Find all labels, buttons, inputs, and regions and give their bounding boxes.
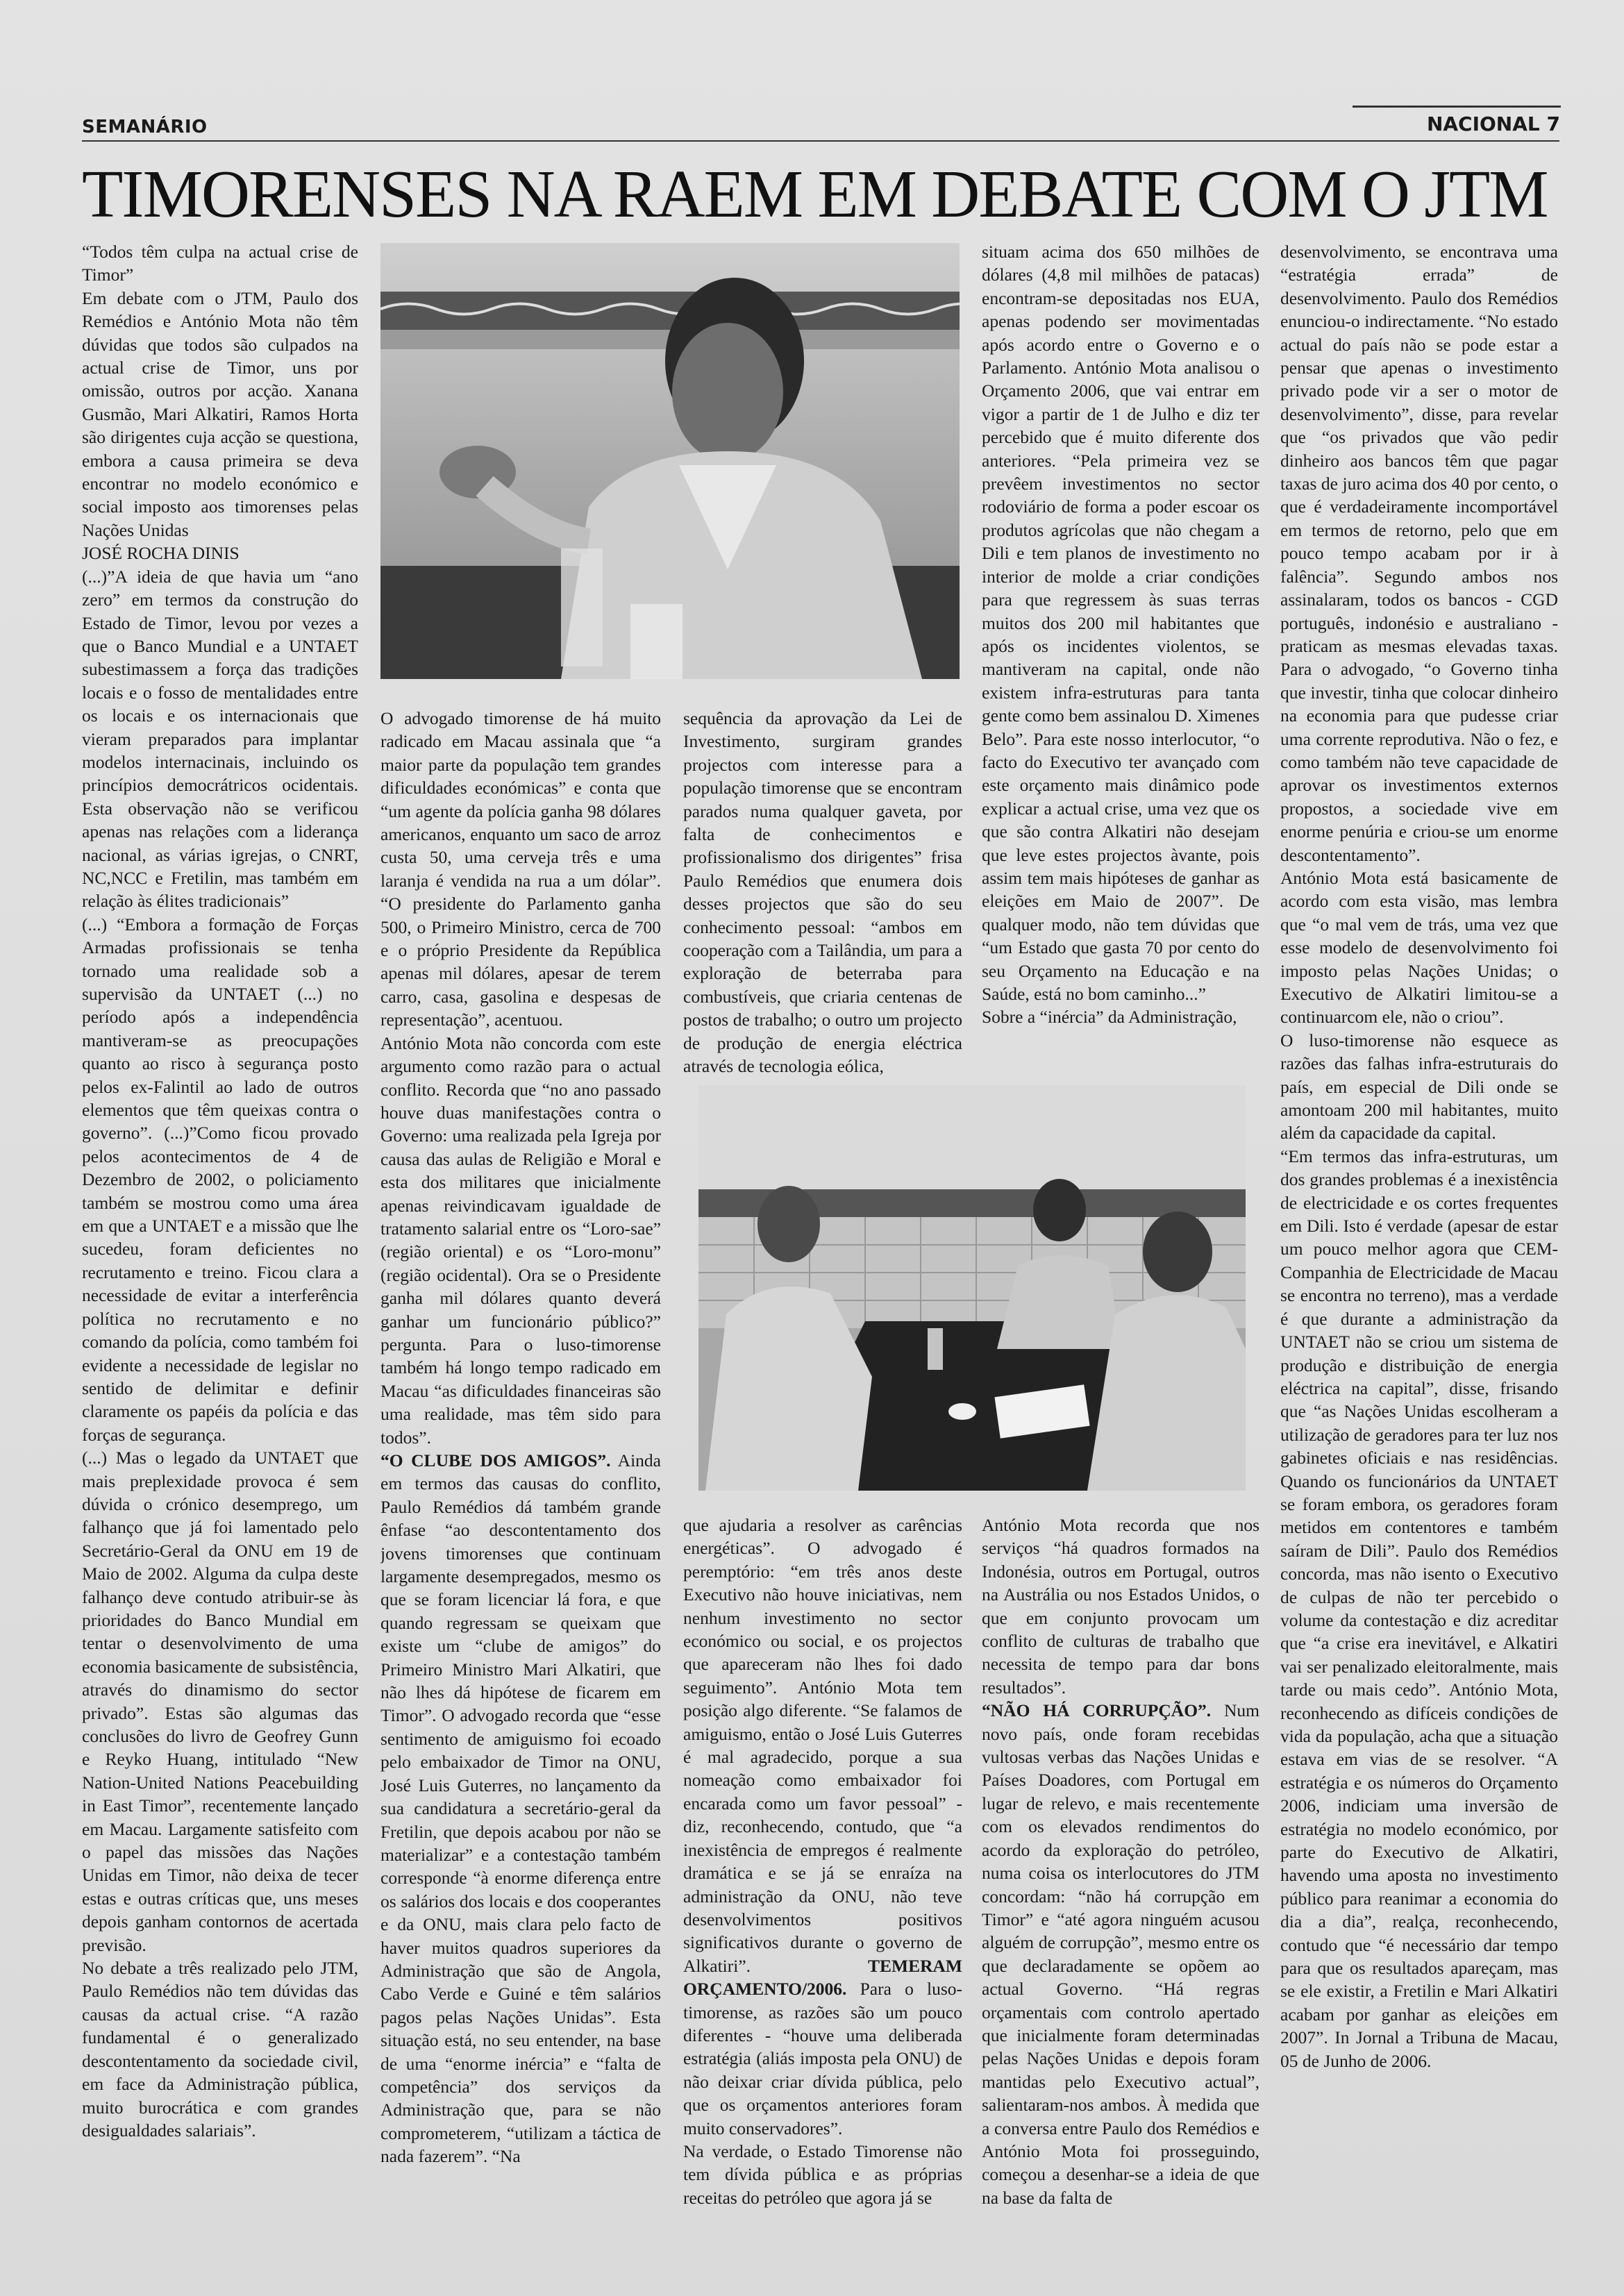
paragraph: (...)”A ideia de que havia um “ano zero” em termos da construção do Estado de Timor, levou por vezes a que o Banco Mundial e a UNTAET subestimassem a força das tradições locais e o fosso de mentalidades entre os locais e os internacionais que vieram preparados para implantar modelos internacinais, incluindo os princípios democrátricos ocidentais. Esta observação não se verificou apenas nas relações com a liderança nacional, as várias igrejas, o CNRT, NC,NCC e Fretilin, mas também em relação às élites tradicionais” [82,566,358,912]
paragraph [683,1514,962,2140]
paragraph: O luso-timorense não esquece as razões das falhas infra-estruturais do país, em especial de Dili onde se amontoam 200 mil habitantes, muito além da capacidade da capital. [1280,1030,1558,1143]
paragraph: sequência da aprovação da Lei de Investimento, surgiram grandes projectos com interesse para a população timorense que se encontram parados numa qualquer gaveta, por falta de conhecimentos e profissionalismo dos dirigentes” frisa Paulo Remédios que enumera dois desses projectos que são do seu conhecimento pessoal: “ambos em cooperação com a Tailândia, um para a exploração de beterraba para combustíveis, que criaria centenas de postos de trabalho; o outro um projecto de produção de energia eléctrica através de tecnologia eólica, [683,708,962,1077]
subheading: “NÃO HÁ CORRUPÇÃO”. [982,1700,1212,1721]
paragraph: António Mota está basicamente de acordo com esta visão, mas lembra que “o mal vem de trás, uma vez que esse modelo de desenvolvimento foi imposto pelas Nações Unidas; o Executivo de Alkatiri limitou-se a continuarcom ele, não o criou”. [1280,867,1558,1028]
paragraph: Na verdade, o Estado Timorense não tem dívida pública e as próprias receitas do petróleo que agora já se [683,2140,962,2208]
byline: JOSÉ ROCHA DINIS [82,543,240,564]
article-headline: TIMORENSES NA RAEM EM DEBATE COM O JTM [82,157,1548,232]
paragraph: António Mota recorda que nos serviços “há quadros formados na Indonésia, outros em Portugal, outros na Austrália ou nos Estados Unidos, o que em conjunto provocam um conflito de culturas de trabalho que necessita de tempo para dar bons resultados”. [982,1515,1259,1698]
subheading: TEMERAM ORÇAMENTO/2006. [683,1955,962,2000]
subheading: “O CLUBE DOS AMIGOS”. [380,1450,611,1470]
header-divider [82,140,1559,142]
column-3-bottom [683,1514,962,2212]
paragraph-text: Para o luso-timorense, as razões são um pouco diferentes - “houve uma deliberada estratégia (aliás imposta pela ONU) de não deixar criar dívida pública, pelo que os orçamentos anteriores foram muito conservadores”. [683,1979,962,2138]
column-3-top [683,707,962,1085]
section-page-number: NACIONAL 7 [1426,112,1560,135]
portrait-photo-image [380,243,960,679]
article-lead: Em debate com o JTM, Paulo dos Remédios e António Mota não têm dúvidas que todos são culpados na actual crise de Timor, uns por omissão, outros por acção. Xanana Gusmão, Mari Alkatiri, Ramos Horta são dirigentes cuja acção se questiona, embora a causa primeira se deva encontrar no modelo económico e social imposto aos timorenses pelas Nações Unidas [82,287,358,540]
article-kicker: “Todos têm culpa na actual crise de Timor” [82,242,358,285]
column-4-bottom [982,1514,1259,2212]
column-1 [82,240,358,2212]
paragraph-text: Ainda em termos das causas do conflito, Paulo Remédios dá também grande ênfase “ao descontentamento dos jovens timorenses que continuam largamente desempregados, mesmo os que se foram licenciar lá fora, e que quando regressam se queixam que existe um “clube de amigos” do Primeiro Ministro Mari Alkatiri, que não lhes dá hipótese de ficarem em Timor”. O advogado recorda que “esse sentimento de amiguismo foi ecoado pelo embaixador de Timor na ONU, José Luis Guterres, no lançamento da sua candidatura a secretário-geral da Fretilin, que depois acabou por não se materializar” e a contestação também corresponde “à enorme diferença entre os salários dos locais e dos cooperantes e da ONU, mais clara pelo facto de haver muitos quadros superiores da Administração que são de Angola, Cabo Verde e Guiné e têm salários pagos pelas Nações Unidas”. Esta situação está, no seu entender, na base de uma “enorme inércia” e “falta de competência” dos serviços da Administração que, para se não comprometerem, “utilizam a táctica de nada fazerem”. “Na [380,1450,661,2167]
paragraph-text: que ajudaria a resolver as carências energéticas”. O advogado é peremptório: “em três anos deste Executivo não houve iniciativas, nem nenhum investimento no sector económico ou social, e os projectos que apareceram não lhes foi dado seguimento”. António Mota tem posição algo diferente. “Se falamos de amiguismo, então o José Luis Guterres é mal agradecido, porque a sua nomeação como embaixador foi encarada como um favor pessoal” - diz, reconhecendo, contudo, que “a inexistência de empregos é realmente dramática e se já se enraíza na administração da ONU, não teve desenvolvimentos positivos significativos durante o governo de Alkatiri”. [683,1515,962,1976]
paragraph: António Mota não concorda com este argumento como razão para o actual conflito. Recorda que “no ano passado houve duas manifestações contra o Governo: uma realizada pela Igreja por causa das aulas de Religião e Moral e esta dos militares que inicialmente apenas reivindicavam igualdade de tratamento salarial entre os “Loro-sae” (região oriental) e os “Loro-monu” (região ocidental). Ora se o Presidente ganha mil dólares quanto deverá ganhar um funcionário público?” pergunta. Para o luso-timorense também há longo tempo radicado em Macau “as dificuldades financeiras são uma realidade, mas têm sido para todos”. [380,1032,661,1448]
paragraph: Sobre a “inércia” da Administração, [982,1007,1237,1028]
paragraph: (...) Mas o legado da UNTAET que mais preplexidade provoca é sem dúvida o crónico desemprego, um falhanço que já foi lamentado pelo Secretário-Geral da ONU em 19 de Maio de 2002. Alguma da culpa deste falhanço deve contudo atribuir-se às prioridades do Banco Mundial em tentar o desenvolvimento de uma economia basicamente de subsistência, através do dinamismo do sector privado”. Estas são algumas das conclusões do livro de Geofrey Gunn e Reyko Huang, intitulado “New Nation-United Nations Peacebuilding in East Timor”, recentemente lançado em Macau. Largamente satisfeito com o papel das missões das Nações Unidas em Timor, não deixa de tecer estas e outras críticas que, uns meses depois ganham contornos de acertada previsão. [82,1448,358,1955]
meeting-photo [698,1085,1246,1491]
paragraph: (...) “Embora a formação de Forças Armadas profissionais se tenha tornado uma realidade sob a supervisão da UNTAET (...) no período após a independência mantiveram-se as preocupações quanto ao risco à segurança posto pelos ex-Falintil ao lado de outros elementos que têm queixas contra o governo”. (...)”Como ficou provado pelos acontecimentos de 4 de Dezembro de 2002, o policiamento também se mostrou como uma área em que a UNTAET e a missão que lhe sucedeu, foram deficientes no recrutamento e treino. Ficou clara a necessidade de evitar a interferência política no recrutamento e no comando da polícia, como também foi evidente a necessidade de legislar no sentido de delimitar e definir claramente os papéis da polícia e das forças de segurança. [82,914,358,1445]
paragraph: “Em termos das infra-estruturas, um dos grandes problemas é a inexistência de electricidade e os cortes frequentes em Dili. Isto é verdade (apesar de estar um pouco melhor agora que CEM-Companhia de Electricidade de Macau se encontra no terreno), mas a verdade é que durante a administração da UNTAET não se criou um sistema de produção e distribuição de energia eléctrica na capital”, disse, frisando que “as Nações Unidas escolheram a utilização de geradores para ter luz nos gabinetes oficiais e nas residências. Quando os funcionários da UNTAET se foram embora, os geradores foram metidos em contentores e também saíram de Dili”. Paulo dos Remédios concorda, mas não isento o Executivo de culpas de não ter percebido o volume da contestação e diz acreditar que “a crise era inevitável, e Alkatiri vai ser penalizado eleitoralmente, mais tarde ou mais cedo”. António Mota, reconhecendo as difíceis condições de vida da população, acha que a situação estava em vias de se resolver. “A estratégia e os números do Orçamento 2006, indiciam uma inversão de estratégia no modelo económico, por parte do Executivo de Alkatiri, havendo uma aposta no investimento público para reanimar a economia do dia a dia”, realça, reconhecendo, contudo que “é necessário dar tempo para que os resultados apareçam, mas se ele existir, a Fretilin e Mari Alkatiri acabam por ganhar as eleições em 2007”. In Jornal a Tribuna de Macau, 05 de Junho de 2006. [1280,1146,1558,2071]
paragraph-text: Num novo país, onde foram recebidas vultosas verbas das Nações Unidas e Países Doadores, com Portugal em lugar de relevo, e mais recentemente com os elevados rendimentos do acordo da exploração do petróleo, numa coisa os interlocutores do JTM concordam: “não há corrupção em Timor” e “até agora ninguém acusou alguém de corrupção”, mesmo entre os que declaradamente se opõem ao actual Governo. “Há regras orçamentais com controlo apertado que inicialmente foram determinadas pelas Nações Unidas e depois foram mantidas pelo Executivo actual”, salientaram-nos ambos. À medida que a conversa entre Paulo dos Remédios e António Mota foi prosseguindo, começou a desenhar-se a ideia de que na base da falta de [982,1700,1259,2208]
column-5 [1280,240,1558,2212]
column-4-top [982,240,1259,1085]
meeting-photo-image [698,1085,1246,1491]
paragraph: situam acima dos 650 milhões de dólares (4,8 mil milhões de patacas) encontram-se depositadas nos EUA, apenas podendo ser movimentadas após acordo entre o Governo e o Parlamento. António Mota analisou o Orçamento 2006, que vai entrar em vigor a partir de 1 de Julho e diz ter percebido que é muito diferente dos anteriores. “Pela primeira vez se prevêem investimentos no sector rodoviário de forma a poder escoar os produtos agrícolas que não chegam a Dili e tem planos de investimento no interior de molde a criar condições para que regressem às suas terras muitos dos 200 mil habitantes que após os incidentes violentos, se mantiveram na capital, onde não existem infra-estruturas para tanta gente como bem assinalou D. Ximenes Belo”. Para este nosso interlocutor, “o facto do Executivo ter avançado com este orçamento mais dinâmico pode explicar a actual crise, uma vez que os que são contra Alkatiri não desejam que leve estes projectos àvante, pois assim tem mais hipóteses de ganhar as eleições em Maio de 2007”. De qualquer modo, não tem dúvidas que “um Estado que gasta 70 por cento do seu Orçamento na Educação e na Saúde, está no bom caminho...” [982,242,1259,1004]
paragraph [982,1699,1259,2209]
paragraph: No debate a três realizado pelo JTM, Paulo Remédios não tem dúvidas das causas da actual crise. “A razão fundamental é o generalizado descontentamento da sociedade civil, em face da Administração pública, muito burocrática e com grandes desigualdades salariais”. [82,1958,358,2140]
publication-name: SEMANÁRIO [82,117,208,137]
column-2 [380,707,661,2212]
top-right-rule [1353,106,1561,108]
portrait-photo [380,243,960,679]
paragraph: desenvolvimento, se encontrava uma “estratégia errada” de desenvolvimento. Paulo dos Remédios enunciou-o indirectamente. “No estado actual do país não se pode estar a pensar que apenas o investimento privado pode vir a ser o motor de desenvolvimento”, disse, para revelar que “os privados que vão pedir dinheiro aos bancos têm que pagar taxas de juro acima dos 40 por cento, o que é verdadeiramente incomportável em termos de retorno, pelo que em pouco tempo acabam por ir à falência”. Segundo ambos nos assinalaram, todos os bancos - CGD português, indonésio e australiano - praticam as mesmas elevadas taxas. Para o advogado, “o Governo tinha que investir, tinha que colocar dinheiro na economia para que pudesse criar uma corrente reprodutiva. Não o fez, e como também não teve capacidade de aprovar os investimentos externos propostos, a sociedade vive em enorme penúria e criou-se um enorme descontentamento”. [1280,242,1558,865]
paragraph: O advogado timorense de há muito radicado em Macau assinala que “a maior parte da população tem grandes dificuldades económicas” e conta que “um agente da polícia ganha 98 dólares americanos, enquanto um saco de arroz custa 50, uma cerveja três e uma laranja é vendida na rua a um dólar”. “O presidente do Parlamento ganha 500, o Primeiro Ministro, cerca de 700 e o próprio Presidente da República apenas mil dólares, apesar de terem carro, casa, gasolina e despesas de representação”, acentuou. [380,708,661,1030]
paragraph [380,1449,661,2168]
